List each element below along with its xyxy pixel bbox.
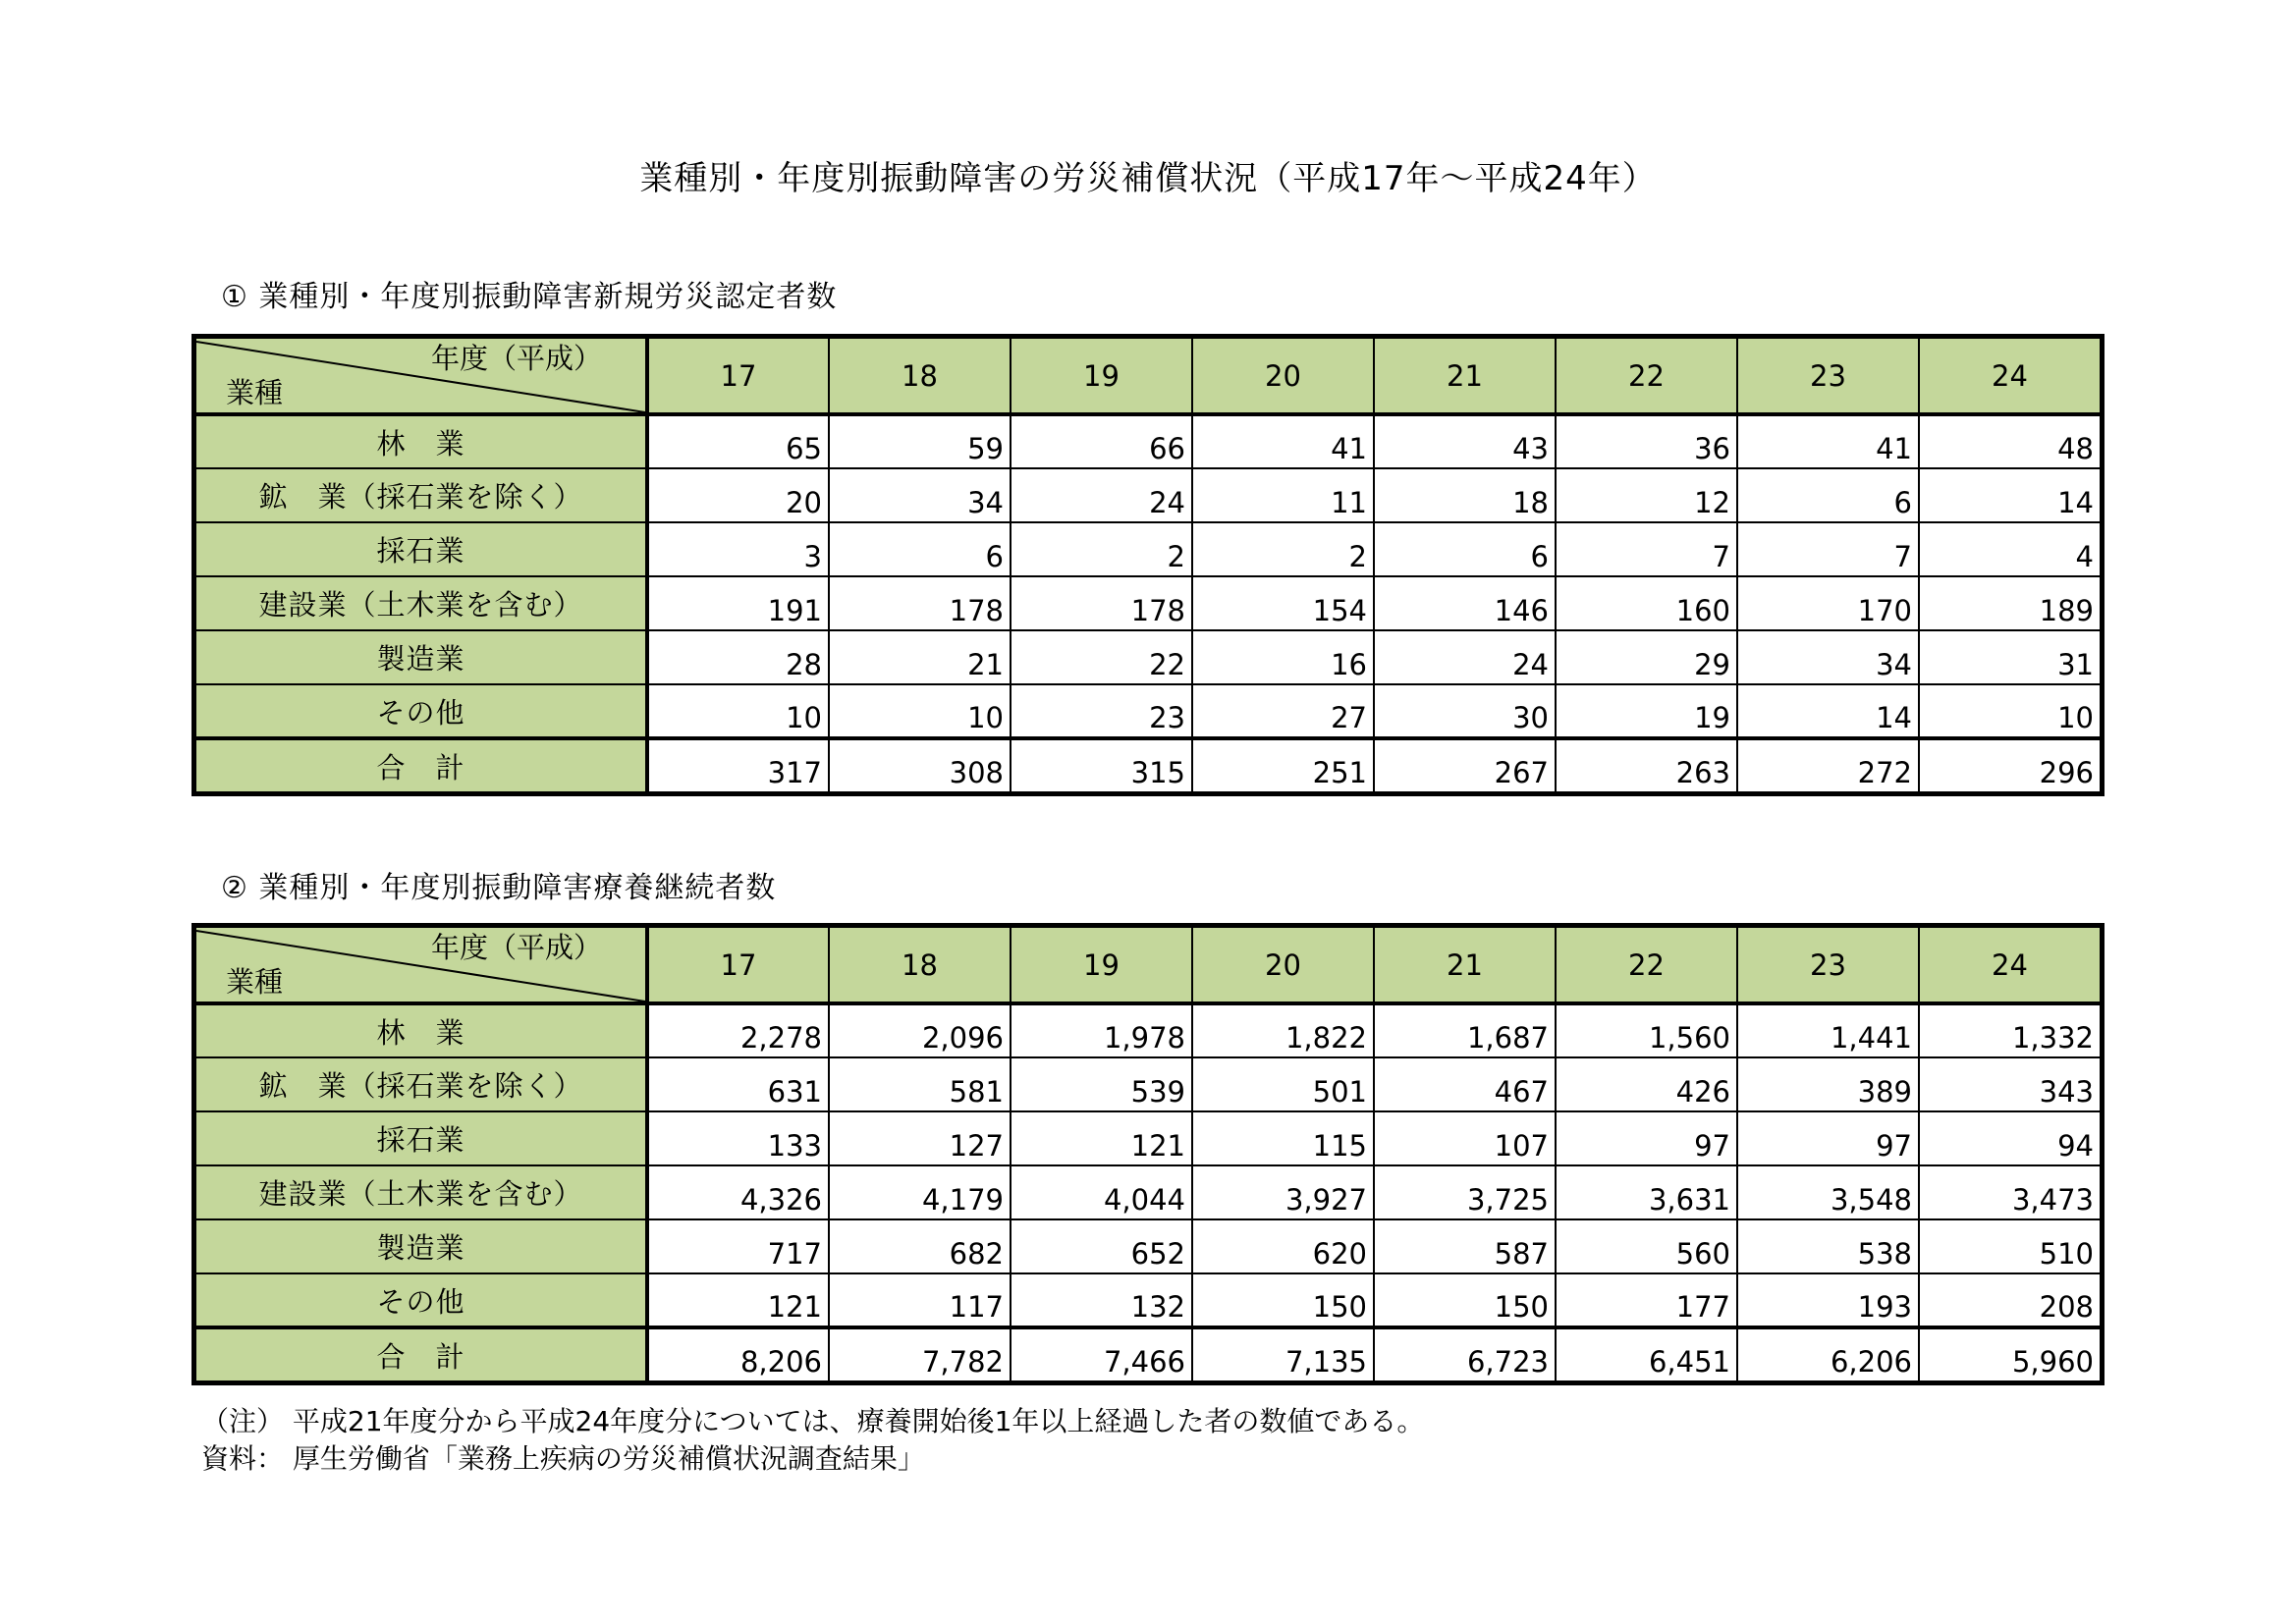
year-header-cell: 24 bbox=[1919, 338, 2101, 414]
value-cell: 717 bbox=[647, 1219, 829, 1273]
value-cell: 10 bbox=[829, 684, 1011, 738]
year-header-cell: 21 bbox=[1374, 338, 1556, 414]
value-cell: 539 bbox=[1011, 1057, 1192, 1111]
value-cell: 41 bbox=[1192, 414, 1374, 468]
header-row bbox=[195, 927, 2101, 1003]
value-cell: 59 bbox=[829, 414, 1011, 468]
year-header-cell: 24 bbox=[1919, 927, 2101, 1003]
year-axis-label: 年度（平成） bbox=[430, 931, 602, 964]
industry-label-cell: 林 業 bbox=[195, 1003, 647, 1057]
value-cell: 121 bbox=[1011, 1111, 1192, 1165]
value-cell: 146 bbox=[1374, 576, 1556, 630]
total-value-cell: 6,723 bbox=[1374, 1327, 1556, 1381]
value-cell: 4,179 bbox=[829, 1165, 1011, 1219]
value-cell: 10 bbox=[1919, 684, 2101, 738]
total-value-cell: 7,466 bbox=[1011, 1327, 1192, 1381]
value-cell: 538 bbox=[1737, 1219, 1919, 1273]
value-cell: 94 bbox=[1919, 1111, 2101, 1165]
total-value-cell: 315 bbox=[1011, 738, 1192, 792]
total-value-cell: 7,135 bbox=[1192, 1327, 1374, 1381]
table-row bbox=[195, 684, 2101, 738]
industry-axis-label: 業種 bbox=[226, 965, 284, 999]
value-cell: 19 bbox=[1556, 684, 1737, 738]
value-cell: 3,725 bbox=[1374, 1165, 1556, 1219]
year-header-cell: 22 bbox=[1556, 927, 1737, 1003]
total-row bbox=[195, 1327, 2101, 1381]
value-cell: 2,096 bbox=[829, 1003, 1011, 1057]
table-new-certifications bbox=[194, 337, 2102, 793]
table-row bbox=[195, 468, 2101, 522]
value-cell: 14 bbox=[1737, 684, 1919, 738]
industry-label-cell: その他 bbox=[195, 1273, 647, 1327]
header-row bbox=[195, 338, 2101, 414]
year-header-cell: 19 bbox=[1011, 927, 1192, 1003]
industry-axis-label: 業種 bbox=[226, 376, 284, 409]
value-cell: 208 bbox=[1919, 1273, 2101, 1327]
value-cell: 170 bbox=[1737, 576, 1919, 630]
value-cell: 587 bbox=[1374, 1219, 1556, 1273]
value-cell: 189 bbox=[1919, 576, 2101, 630]
corner-header-cell bbox=[195, 927, 647, 1003]
value-cell: 150 bbox=[1192, 1273, 1374, 1327]
value-cell: 1,441 bbox=[1737, 1003, 1919, 1057]
year-header-cell: 17 bbox=[647, 338, 829, 414]
total-value-cell: 6,206 bbox=[1737, 1327, 1919, 1381]
table-row bbox=[195, 1111, 2101, 1165]
total-label-cell: 合 計 bbox=[195, 1327, 647, 1381]
value-cell: 178 bbox=[829, 576, 1011, 630]
table-row bbox=[195, 1273, 2101, 1327]
value-cell: 11 bbox=[1192, 468, 1374, 522]
value-cell: 12 bbox=[1556, 468, 1737, 522]
value-cell: 177 bbox=[1556, 1273, 1737, 1327]
table-row bbox=[195, 522, 2101, 576]
corner-header-cell bbox=[195, 338, 647, 414]
value-cell: 467 bbox=[1374, 1057, 1556, 1111]
value-cell: 682 bbox=[829, 1219, 1011, 1273]
value-cell: 3,927 bbox=[1192, 1165, 1374, 1219]
year-header-cell: 17 bbox=[647, 927, 829, 1003]
value-cell: 10 bbox=[647, 684, 829, 738]
year-header-cell: 18 bbox=[829, 338, 1011, 414]
value-cell: 3 bbox=[647, 522, 829, 576]
value-cell: 178 bbox=[1011, 576, 1192, 630]
total-value-cell: 272 bbox=[1737, 738, 1919, 792]
table-continuing-treatment bbox=[194, 926, 2102, 1382]
total-value-cell: 6,451 bbox=[1556, 1327, 1737, 1381]
total-row bbox=[195, 738, 2101, 792]
year-header-cell: 18 bbox=[829, 927, 1011, 1003]
value-cell: 1,560 bbox=[1556, 1003, 1737, 1057]
value-cell: 193 bbox=[1737, 1273, 1919, 1327]
value-cell: 65 bbox=[647, 414, 829, 468]
value-cell: 127 bbox=[829, 1111, 1011, 1165]
value-cell: 3,631 bbox=[1556, 1165, 1737, 1219]
note-text: （注） 平成21年度分から平成24年度分については、療養開始後1年以上経過した者の数値である。 bbox=[201, 1405, 1425, 1437]
value-cell: 150 bbox=[1374, 1273, 1556, 1327]
value-cell: 3,473 bbox=[1919, 1165, 2101, 1219]
year-header-cell: 20 bbox=[1192, 927, 1374, 1003]
value-cell: 27 bbox=[1192, 684, 1374, 738]
table-row bbox=[195, 576, 2101, 630]
value-cell: 97 bbox=[1556, 1111, 1737, 1165]
value-cell: 2 bbox=[1192, 522, 1374, 576]
total-value-cell: 267 bbox=[1374, 738, 1556, 792]
value-cell: 426 bbox=[1556, 1057, 1737, 1111]
year-header-cell: 20 bbox=[1192, 338, 1374, 414]
value-cell: 21 bbox=[829, 630, 1011, 684]
value-cell: 97 bbox=[1737, 1111, 1919, 1165]
value-cell: 7 bbox=[1556, 522, 1737, 576]
value-cell: 6 bbox=[1737, 468, 1919, 522]
value-cell: 107 bbox=[1374, 1111, 1556, 1165]
value-cell: 4,044 bbox=[1011, 1165, 1192, 1219]
value-cell: 7 bbox=[1737, 522, 1919, 576]
value-cell: 510 bbox=[1919, 1219, 2101, 1273]
value-cell: 43 bbox=[1374, 414, 1556, 468]
value-cell: 117 bbox=[829, 1273, 1011, 1327]
value-cell: 620 bbox=[1192, 1219, 1374, 1273]
total-value-cell: 296 bbox=[1919, 738, 2101, 792]
value-cell: 24 bbox=[1374, 630, 1556, 684]
year-header-cell: 22 bbox=[1556, 338, 1737, 414]
value-cell: 343 bbox=[1919, 1057, 2101, 1111]
total-value-cell: 263 bbox=[1556, 738, 1737, 792]
value-cell: 30 bbox=[1374, 684, 1556, 738]
total-value-cell: 8,206 bbox=[647, 1327, 829, 1381]
page-title: 業種別・年度別振動障害の労災補償状況（平成17年～平成24年） bbox=[639, 159, 1657, 198]
value-cell: 1,687 bbox=[1374, 1003, 1556, 1057]
industry-label-cell: その他 bbox=[195, 684, 647, 738]
value-cell: 501 bbox=[1192, 1057, 1374, 1111]
year-header-cell: 21 bbox=[1374, 927, 1556, 1003]
value-cell: 48 bbox=[1919, 414, 2101, 468]
value-cell: 16 bbox=[1192, 630, 1374, 684]
table-row bbox=[195, 1165, 2101, 1219]
value-cell: 132 bbox=[1011, 1273, 1192, 1327]
section-title-new-certifications: ① 業種別・年度別振動障害新規労災認定者数 bbox=[221, 280, 838, 314]
value-cell: 29 bbox=[1556, 630, 1737, 684]
total-label-cell: 合 計 bbox=[195, 738, 647, 792]
value-cell: 560 bbox=[1556, 1219, 1737, 1273]
source-text: 資料： 厚生労働省「業務上疾病の労災補償状況調査結果」 bbox=[201, 1442, 925, 1475]
value-cell: 23 bbox=[1011, 684, 1192, 738]
section-title-continuing-treatment: ② 業種別・年度別振動障害療養継続者数 bbox=[221, 871, 777, 905]
industry-label-cell: 製造業 bbox=[195, 630, 647, 684]
value-cell: 22 bbox=[1011, 630, 1192, 684]
value-cell: 1,822 bbox=[1192, 1003, 1374, 1057]
value-cell: 34 bbox=[1737, 630, 1919, 684]
value-cell: 14 bbox=[1919, 468, 2101, 522]
value-cell: 31 bbox=[1919, 630, 2101, 684]
value-cell: 1,978 bbox=[1011, 1003, 1192, 1057]
value-cell: 2 bbox=[1011, 522, 1192, 576]
year-header-cell: 19 bbox=[1011, 338, 1192, 414]
industry-label-cell: 建設業（土木業を含む） bbox=[195, 576, 647, 630]
industry-label-cell: 林 業 bbox=[195, 414, 647, 468]
industry-label-cell: 採石業 bbox=[195, 1111, 647, 1165]
value-cell: 4 bbox=[1919, 522, 2101, 576]
value-cell: 2,278 bbox=[647, 1003, 829, 1057]
value-cell: 191 bbox=[647, 576, 829, 630]
value-cell: 1,332 bbox=[1919, 1003, 2101, 1057]
year-header-cell: 23 bbox=[1737, 338, 1919, 414]
value-cell: 28 bbox=[647, 630, 829, 684]
industry-label-cell: 建設業（土木業を含む） bbox=[195, 1165, 647, 1219]
total-value-cell: 317 bbox=[647, 738, 829, 792]
value-cell: 34 bbox=[829, 468, 1011, 522]
value-cell: 24 bbox=[1011, 468, 1192, 522]
value-cell: 36 bbox=[1556, 414, 1737, 468]
value-cell: 631 bbox=[647, 1057, 829, 1111]
industry-label-cell: 鉱 業（採石業を除く） bbox=[195, 468, 647, 522]
value-cell: 20 bbox=[647, 468, 829, 522]
value-cell: 652 bbox=[1011, 1219, 1192, 1273]
total-value-cell: 308 bbox=[829, 738, 1011, 792]
value-cell: 3,548 bbox=[1737, 1165, 1919, 1219]
table-row bbox=[195, 1003, 2101, 1057]
value-cell: 6 bbox=[829, 522, 1011, 576]
industry-label-cell: 採石業 bbox=[195, 522, 647, 576]
value-cell: 121 bbox=[647, 1273, 829, 1327]
value-cell: 41 bbox=[1737, 414, 1919, 468]
value-cell: 66 bbox=[1011, 414, 1192, 468]
value-cell: 581 bbox=[829, 1057, 1011, 1111]
table-row bbox=[195, 414, 2101, 468]
total-value-cell: 7,782 bbox=[829, 1327, 1011, 1381]
value-cell: 18 bbox=[1374, 468, 1556, 522]
value-cell: 4,326 bbox=[647, 1165, 829, 1219]
total-value-cell: 5,960 bbox=[1919, 1327, 2101, 1381]
table-row bbox=[195, 630, 2101, 684]
value-cell: 160 bbox=[1556, 576, 1737, 630]
year-axis-label: 年度（平成） bbox=[430, 342, 602, 375]
year-header-cell: 23 bbox=[1737, 927, 1919, 1003]
value-cell: 154 bbox=[1192, 576, 1374, 630]
value-cell: 115 bbox=[1192, 1111, 1374, 1165]
table-row bbox=[195, 1057, 2101, 1111]
total-value-cell: 251 bbox=[1192, 738, 1374, 792]
value-cell: 389 bbox=[1737, 1057, 1919, 1111]
value-cell: 6 bbox=[1374, 522, 1556, 576]
industry-label-cell: 鉱 業（採石業を除く） bbox=[195, 1057, 647, 1111]
value-cell: 133 bbox=[647, 1111, 829, 1165]
industry-label-cell: 製造業 bbox=[195, 1219, 647, 1273]
table-row bbox=[195, 1219, 2101, 1273]
